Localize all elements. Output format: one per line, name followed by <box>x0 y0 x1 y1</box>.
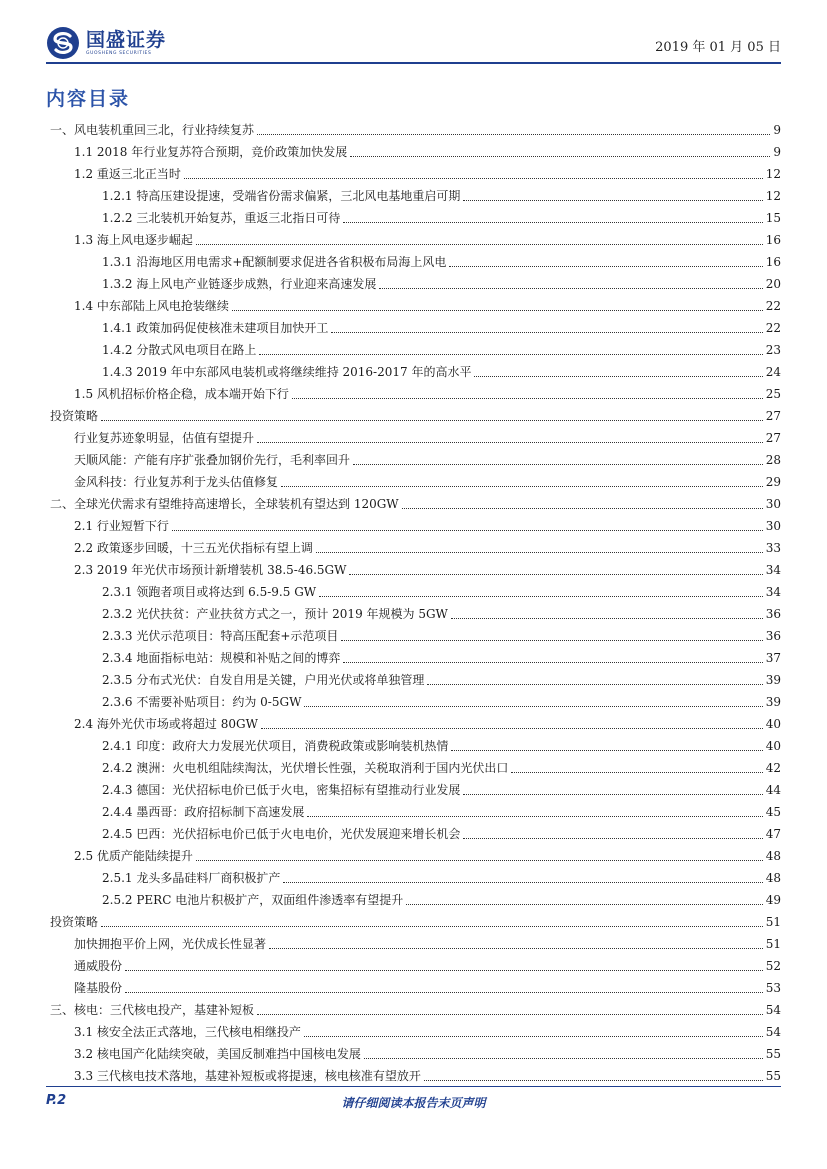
toc-entry-label: 一、风电装机重回三北，行业持续复苏 <box>50 123 255 137</box>
toc-entry[interactable] <box>46 516 781 538</box>
guosheng-logo-icon <box>46 26 80 60</box>
toc-entry-label: 1.2 重返三北正当时 <box>74 167 181 181</box>
toc-leader-dots <box>427 684 762 685</box>
toc-leader-dots <box>125 970 763 971</box>
toc-entry-page: 34 <box>765 585 781 599</box>
toc-entry-page: 51 <box>765 915 781 929</box>
toc-entry-page: 30 <box>765 519 781 533</box>
toc-entry-page: 28 <box>765 453 781 467</box>
toc-entry-page: 9 <box>773 145 781 159</box>
toc-entry-label: 1.3.2 海上风电产业链逐步成熟，行业迎来高速发展 <box>102 277 377 291</box>
footer-divider <box>46 1086 781 1087</box>
toc-leader-dots <box>463 794 762 795</box>
toc-entry-page: 29 <box>765 475 781 489</box>
toc-entry-page: 39 <box>765 673 781 687</box>
toc-leader-dots <box>292 398 763 399</box>
toc-entry-page: 40 <box>765 717 781 731</box>
toc-leader-dots <box>196 860 763 861</box>
table-of-contents <box>46 120 781 1088</box>
toc-leader-dots <box>101 420 763 421</box>
toc-entry[interactable] <box>46 890 781 912</box>
toc-entry[interactable] <box>46 604 781 626</box>
toc-leader-dots <box>257 1014 763 1015</box>
toc-leader-dots <box>343 662 762 663</box>
toc-entry-label: 2.4.4 墨西哥：政府招标制下高速发展 <box>102 805 305 819</box>
toc-entry[interactable] <box>46 956 781 978</box>
toc-leader-dots <box>349 574 762 575</box>
toc-entry-label: 1.4.1 政策加码促使核准未建项目加快开工 <box>102 321 329 335</box>
toc-leader-dots <box>232 310 763 311</box>
toc-entry-label: 2.1 行业短暂下行 <box>74 519 169 533</box>
toc-entry-label: 投资策略 <box>50 915 99 929</box>
toc-entry-label: 2.5.1 龙头多晶硅料厂商积极扩产 <box>102 871 281 885</box>
brand-logo <box>46 26 166 60</box>
toc-entry-page: 49 <box>765 893 781 907</box>
toc-entry[interactable] <box>46 472 781 494</box>
toc-leader-dots <box>449 266 762 267</box>
toc-leader-dots <box>283 882 762 883</box>
toc-entry-label: 2.3 2019 年光伏市场预计新增装机 38.5-46.5GW <box>74 563 347 577</box>
toc-entry-page: 16 <box>765 233 781 247</box>
page-number: P.2 <box>46 1093 67 1108</box>
toc-entry[interactable] <box>46 692 781 714</box>
toc-entry-page: 16 <box>765 255 781 269</box>
toc-entry-page: 54 <box>765 1025 781 1039</box>
toc-leader-dots <box>101 926 763 927</box>
toc-entry-label: 1.2.1 特高压建设提速，受端省份需求偏紧，三北风电基地重启可期 <box>102 189 461 203</box>
toc-entry-label: 金风科技：行业复苏利于龙头估值修复 <box>74 475 279 489</box>
toc-entry-label: 2.3.5 分布式光伏：自发自用是关键，户用光伏或将单独管理 <box>102 673 425 687</box>
toc-entry-label: 2.4.1 印度：政府大力发展光伏项目，消费税政策或影响装机热情 <box>102 739 449 753</box>
toc-entry[interactable] <box>46 538 781 560</box>
toc-title: 内容目录 <box>46 88 131 110</box>
toc-entry-page: 27 <box>765 409 781 423</box>
toc-entry-page: 9 <box>773 123 781 137</box>
toc-entry-label: 1.3.1 沿海地区用电需求+配额制要求促进各省积极布局海上风电 <box>102 255 447 269</box>
toc-entry[interactable] <box>46 1066 781 1088</box>
toc-entry[interactable] <box>46 714 781 736</box>
toc-entry-label: 2.2 政策逐步回暖，十三五光伏指标有望上调 <box>74 541 313 555</box>
toc-leader-dots <box>350 156 770 157</box>
toc-entry-label: 三、核电：三代核电投产，基建补短板 <box>50 1003 255 1017</box>
toc-entry-label: 2.5.2 PERC 电池片积极扩产，双面组件渗透率有望提升 <box>102 893 404 907</box>
toc-entry[interactable] <box>46 934 781 956</box>
toc-leader-dots <box>341 640 762 641</box>
toc-entry-page: 33 <box>765 541 781 555</box>
toc-entry-page: 45 <box>765 805 781 819</box>
toc-entry-page: 36 <box>765 607 781 621</box>
toc-entry-label: 2.4.5 巴西：光伏招标电价已低于火电电价，光伏发展迎来增长机会 <box>102 827 461 841</box>
toc-entry-label: 2.3.2 光伏扶贫：产业扶贫方式之一，预计 2019 年规模为 5GW <box>102 607 448 621</box>
toc-entry[interactable] <box>46 296 781 318</box>
toc-entry-page: 36 <box>765 629 781 643</box>
toc-entry-page: 20 <box>765 277 781 291</box>
toc-leader-dots <box>172 530 763 531</box>
toc-entry[interactable] <box>46 626 781 648</box>
toc-leader-dots <box>196 244 763 245</box>
toc-entry-label: 投资策略 <box>50 409 99 423</box>
toc-entry-page: 15 <box>765 211 781 225</box>
toc-entry-label: 加快拥抱平价上网，光伏成长性显著 <box>74 937 267 951</box>
toc-entry-label: 二、全球光伏需求有望维持高速增长，全球装机有望达到 120GW <box>50 497 399 511</box>
toc-leader-dots <box>463 200 762 201</box>
toc-entry-page: 48 <box>765 871 781 885</box>
toc-leader-dots <box>402 508 763 509</box>
brand-name: 国盛证券 <box>86 29 167 51</box>
toc-entry-label: 1.3 海上风电逐步崛起 <box>74 233 193 247</box>
toc-entry-page: 22 <box>765 299 781 313</box>
toc-entry[interactable] <box>46 1022 781 1044</box>
toc-entry-label: 1.4.2 分散式风电项目在路上 <box>102 343 257 357</box>
toc-entry-page: 25 <box>765 387 781 401</box>
toc-entry-page: 24 <box>765 365 781 379</box>
toc-leader-dots <box>125 992 763 993</box>
toc-entry[interactable] <box>46 340 781 362</box>
toc-leader-dots <box>259 354 762 355</box>
toc-entry[interactable] <box>46 406 781 428</box>
toc-entry-page: 53 <box>765 981 781 995</box>
toc-leader-dots <box>261 728 763 729</box>
toc-leader-dots <box>281 486 763 487</box>
toc-entry-page: 52 <box>765 959 781 973</box>
brand-subtitle: GUOSHENG SECURITIES <box>86 51 152 56</box>
toc-entry-page: 34 <box>765 563 781 577</box>
toc-leader-dots <box>304 1036 763 1037</box>
toc-entry-page: 27 <box>765 431 781 445</box>
toc-entry-label: 2.3.3 光伏示范项目：特高压配套+示范项目 <box>102 629 339 643</box>
toc-entry-page: 44 <box>765 783 781 797</box>
toc-leader-dots <box>257 134 770 135</box>
toc-entry-page: 51 <box>765 937 781 951</box>
toc-entry[interactable] <box>46 164 781 186</box>
toc-entry-label: 2.3.1 领跑者项目或将达到 6.5-9.5 GW <box>102 585 317 599</box>
toc-entry-page: 54 <box>765 1003 781 1017</box>
toc-leader-dots <box>331 332 762 333</box>
toc-entry-label: 通威股份 <box>74 959 123 973</box>
toc-leader-dots <box>463 838 762 839</box>
toc-leader-dots <box>424 1080 763 1081</box>
toc-entry-page: 42 <box>765 761 781 775</box>
toc-entry-page: 40 <box>765 739 781 753</box>
toc-leader-dots <box>304 706 762 707</box>
toc-entry-page: 55 <box>765 1069 781 1083</box>
toc-entry[interactable] <box>46 846 781 868</box>
toc-entry[interactable] <box>46 208 781 230</box>
toc-entry-label: 隆基股份 <box>74 981 123 995</box>
toc-leader-dots <box>269 948 763 949</box>
toc-entry[interactable] <box>46 912 781 934</box>
page-header <box>46 22 781 62</box>
toc-entry-page: 47 <box>765 827 781 841</box>
toc-entry-label: 3.2 核电国产化陆续突破，美国反制难挡中国核电发展 <box>74 1047 361 1061</box>
toc-leader-dots <box>451 618 763 619</box>
toc-entry-label: 3.1 核安全法正式落地，三代核电相继投产 <box>74 1025 301 1039</box>
toc-entry-page: 39 <box>765 695 781 709</box>
toc-entry[interactable] <box>46 736 781 758</box>
toc-entry-page: 48 <box>765 849 781 863</box>
toc-leader-dots <box>257 442 763 443</box>
toc-entry-label: 1.5 风机招标价格企稳，成本端开始下行 <box>74 387 289 401</box>
toc-entry[interactable] <box>46 582 781 604</box>
toc-entry-label: 1.2.2 三北装机开始复苏，重返三北指日可待 <box>102 211 341 225</box>
toc-entry-label: 2.4.2 澳洲：火电机组陆续淘汰，光伏增长性强，关税取消利于国内光伏出口 <box>102 761 509 775</box>
toc-entry-label: 天顺风能：产能有序扩张叠加钢价先行，毛利率回升 <box>74 453 351 467</box>
toc-leader-dots <box>184 178 763 179</box>
toc-leader-dots <box>343 222 762 223</box>
toc-leader-dots <box>307 816 762 817</box>
toc-leader-dots <box>451 750 762 751</box>
toc-entry[interactable] <box>46 318 781 340</box>
toc-entry[interactable] <box>46 560 781 582</box>
toc-entry[interactable] <box>46 186 781 208</box>
toc-entry-label: 2.4.3 德国：光伏招标电价已低于火电，密集招标有望推动行业发展 <box>102 783 461 797</box>
toc-entry-page: 22 <box>765 321 781 335</box>
toc-leader-dots <box>364 1058 763 1059</box>
toc-entry-label: 2.3.4 地面指标电站：规模和补贴之间的博弈 <box>102 651 341 665</box>
toc-entry[interactable] <box>46 824 781 846</box>
toc-entry-label: 行业复苏迹象明显，估值有望提升 <box>74 431 255 445</box>
toc-leader-dots <box>353 464 763 465</box>
toc-entry[interactable] <box>46 758 781 780</box>
toc-leader-dots <box>511 772 762 773</box>
toc-entry[interactable] <box>46 494 781 516</box>
disclaimer: 请仔细阅读本报告末页声明 <box>341 1096 486 1110</box>
toc-entry[interactable] <box>46 802 781 824</box>
toc-entry[interactable] <box>46 780 781 802</box>
toc-leader-dots <box>379 288 762 289</box>
toc-leader-dots <box>406 904 763 905</box>
toc-entry[interactable] <box>46 362 781 384</box>
toc-entry[interactable] <box>46 428 781 450</box>
toc-entry[interactable] <box>46 120 781 142</box>
toc-entry-page: 55 <box>765 1047 781 1061</box>
toc-entry[interactable] <box>46 450 781 472</box>
toc-entry[interactable] <box>46 868 781 890</box>
toc-leader-dots <box>316 552 763 553</box>
toc-entry-label: 1.1 2018 年行业复苏符合预期，竞价政策加快发展 <box>74 145 348 159</box>
report-date: 2019 年 01 月 05 日 <box>655 40 781 55</box>
header-divider <box>46 62 781 64</box>
toc-entry-label: 1.4 中东部陆上风电抢装继续 <box>74 299 229 313</box>
toc-entry[interactable] <box>46 142 781 164</box>
toc-entry-page: 37 <box>765 651 781 665</box>
toc-entry[interactable] <box>46 274 781 296</box>
toc-entry[interactable] <box>46 384 781 406</box>
toc-entry[interactable] <box>46 230 781 252</box>
toc-entry-label: 2.4 海外光伏市场或将超过 80GW <box>74 717 258 731</box>
toc-entry[interactable] <box>46 252 781 274</box>
toc-entry-label: 1.4.3 2019 年中东部风电装机或将继续维持 2016-2017 年的高水平 <box>102 365 472 379</box>
toc-entry-page: 30 <box>765 497 781 511</box>
toc-entry[interactable] <box>46 1044 781 1066</box>
toc-entry-page: 12 <box>765 189 781 203</box>
toc-entry[interactable] <box>46 978 781 1000</box>
toc-entry[interactable] <box>46 648 781 670</box>
toc-entry-label: 2.3.6 不需要补贴项目：约为 0-5GW <box>102 695 302 709</box>
toc-entry[interactable] <box>46 670 781 692</box>
toc-entry-label: 2.5 优质产能陆续提升 <box>74 849 193 863</box>
toc-entry[interactable] <box>46 1000 781 1022</box>
toc-entry-page: 12 <box>765 167 781 181</box>
toc-leader-dots <box>319 596 763 597</box>
toc-entry-page: 23 <box>765 343 781 357</box>
toc-leader-dots <box>474 376 762 377</box>
toc-entry-label: 3.3 三代核电技术落地，基建补短板或将提速，核电核准有望放开 <box>74 1069 421 1083</box>
